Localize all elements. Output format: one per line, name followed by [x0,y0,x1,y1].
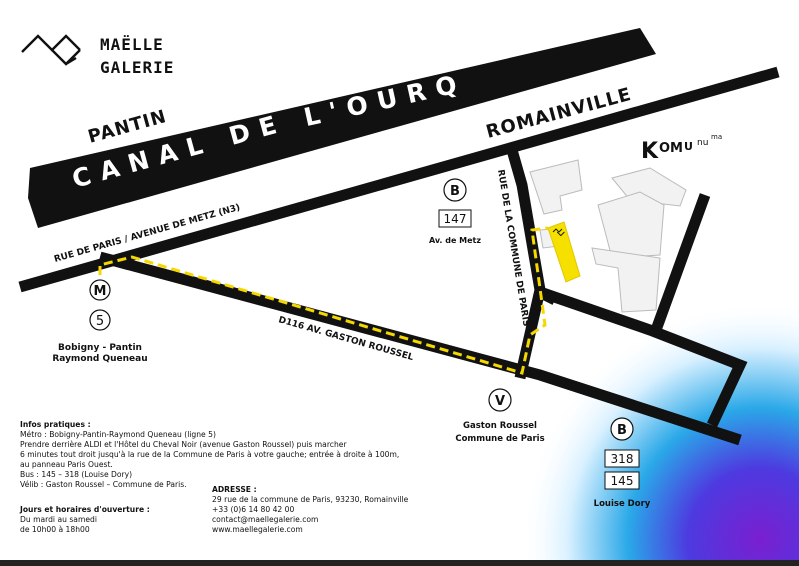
svg-text:147: 147 [443,212,467,226]
d116-label: D116 AV. GASTON ROUSSEL [277,315,415,364]
metro-name-2: Raymond Queneau [52,354,148,364]
rue-de-paris-label: RUE DE PARIS / AVENUE DE METZ (N3) [53,202,242,265]
info-title: Infos pratiques : [20,420,91,429]
komunuma-logo [641,133,722,164]
svg-text:318: 318 [610,452,634,466]
bus-metz-name: Av. de Metz [428,236,482,245]
info-line: Métro : Bobigny-Pantin-Raymond Queneau (ligne 5) [20,430,216,439]
velib-name-2: Commune de Paris [455,434,545,444]
bus-dory-name: Louise Dory [593,499,651,509]
hours-title: Jours et horaires d'ouverture : [20,505,150,514]
address-block [212,485,452,535]
svg-text:M: M [93,284,107,299]
logo-mark-icon [22,36,80,64]
svg-text:B: B [617,423,627,438]
svg-text:nu: nu [697,138,709,148]
svg-text:M: M [670,141,683,156]
pantin-label: PANTIN [85,106,170,148]
phone: +33 (0)6 14 80 42 00 [212,505,295,514]
svg-text:K: K [641,139,659,164]
rue-commune-label: RUE DE LA COMMUNE DE PARIS [495,168,531,328]
info-line: Vélib : Gaston Roussel – Commune de Paris. [20,480,187,489]
gallery-building [548,222,580,282]
website-link[interactable]: www.maellegalerie.com [212,525,303,534]
svg-text:5: 5 [95,314,105,329]
logo-line1: MAËLLE [100,35,164,54]
address-line: 29 rue de la commune de Paris, 93230, Romainville [212,495,409,504]
email-link[interactable]: contact@maellegalerie.com [212,515,319,524]
metro-name-1: Bobigny - Pantin [58,343,142,353]
canal-label: CANAL DE L'OURQ [68,67,470,194]
practical-info [20,420,440,490]
svg-text:B: B [450,184,460,199]
velib-name-1: Gaston Roussel [463,421,537,431]
info-line: Bus : 145 – 318 (Louise Dory) [20,470,133,479]
svg-text:ma: ma [711,133,723,141]
side-road-2 [545,295,555,300]
logo-line2: GALERIE [100,58,175,77]
hours-line: de 10h00 à 18h00 [20,525,90,534]
info-line: Prendre derrière ALDI et l'Hôtel du Cheval Noir (avenue Gaston Roussel) puis marcher [20,440,347,449]
address-title: ADRESSE : [212,485,257,494]
maelle-galerie-logo [22,35,174,77]
opening-hours [20,505,200,535]
metro-stop [52,280,147,364]
info-line: au panneau Paris Ouest. [20,460,113,469]
svg-text:V: V [494,394,506,409]
bottom-bar [0,560,799,566]
hours-line: Du mardi au samedi [20,515,97,524]
svg-text:U: U [684,140,693,153]
bus-stop-metz [429,179,481,245]
info-line: 6 minutes tout droit jusqu'à la rue de la Commune de Paris à votre gauche; entrée à droite à 100m, [20,450,400,459]
svg-text:145: 145 [610,474,634,488]
svg-text:O: O [659,141,671,156]
romainville-label: ROMAINVILLE [483,83,634,143]
